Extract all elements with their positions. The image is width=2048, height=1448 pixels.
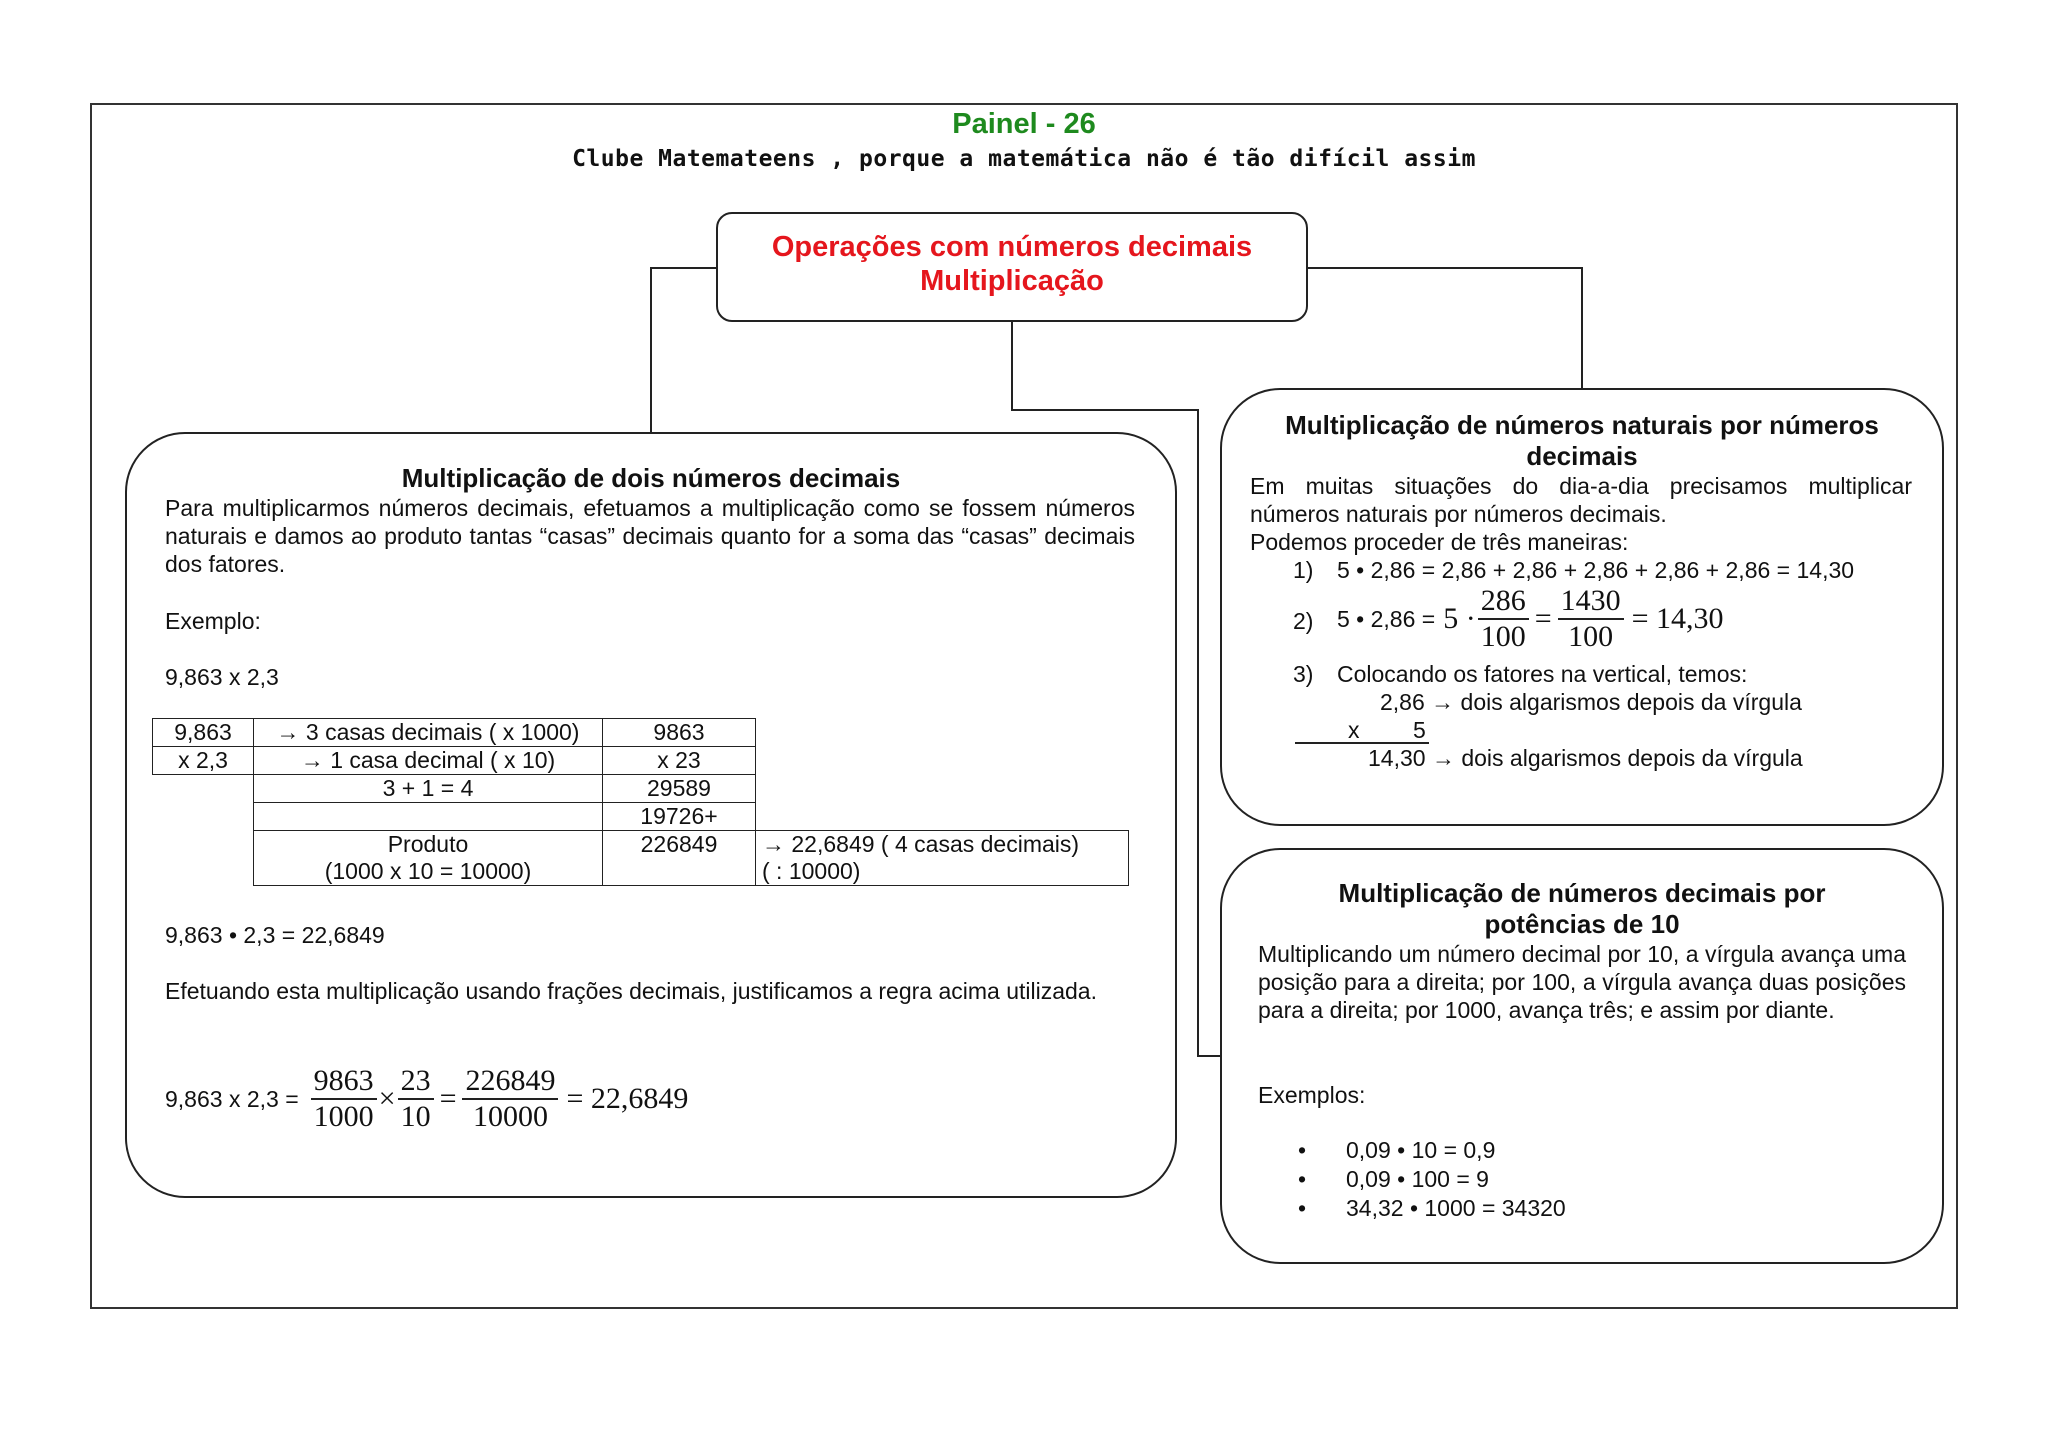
item2-factor: 5 · xyxy=(1443,602,1476,635)
item1-number: 1) xyxy=(1293,557,1314,583)
equals-sign: = xyxy=(439,1082,457,1115)
topic-line-2: Multiplicação xyxy=(920,265,1104,297)
example-label: Exemplo: xyxy=(165,608,261,634)
produto-detail: (1000 x 10 = 10000) xyxy=(324,858,532,884)
topic-box xyxy=(716,212,1308,322)
formula-lhs: 9,863 x 2,3 = xyxy=(165,1086,299,1112)
vertical-x: x xyxy=(1348,717,1360,743)
item3-number: 3) xyxy=(1293,661,1314,687)
right-bottom-title: Multiplicação de números decimais por potências de 10 xyxy=(1338,878,1826,939)
calc-table xyxy=(152,718,1129,886)
list-item: • 34,32 • 1000 = 34320 xyxy=(1298,1195,1566,1221)
table-cell: 29589 xyxy=(603,775,756,803)
list-item: • 0,09 • 100 = 9 xyxy=(1298,1166,1489,1192)
right-top-intro: Em muitas situações do dia-a-dia precisamos multiplicar números naturais por números decimais. xyxy=(1250,473,1912,527)
examples-label: Exemplos: xyxy=(1258,1082,1366,1108)
vertical-5: 5 xyxy=(1413,717,1426,743)
item2-equals: = xyxy=(1534,602,1552,635)
left-panel-title: Multiplicação de dois números decimais xyxy=(401,463,901,493)
fraction-formula xyxy=(165,1064,688,1134)
table-cell xyxy=(756,831,1129,886)
result-division: ( : 10000) xyxy=(762,858,861,884)
formula-rhs: = 22,6849 xyxy=(566,1082,689,1115)
item2-fraction-2: $\frac{1430}{100}$ xyxy=(1558,584,1624,654)
table-cell: 9,863 xyxy=(153,719,254,747)
table-cell: 9863 xyxy=(603,719,756,747)
vertical-line-1: 2,86 → dois algarismos depois da vírgula xyxy=(1380,689,1802,715)
fraction-2: $\frac{23}{10}$ xyxy=(398,1064,434,1134)
times-sign: × xyxy=(378,1082,396,1115)
item1-text: 5 • 2,86 = 2,86 + 2,86 + 2,86 + 2,86 + 2,86 = 14,30 xyxy=(1337,557,1855,583)
fraction-1: $\frac{9863}{1000}$ xyxy=(311,1064,377,1134)
vertical-line-3: 14,30 → dois algarismos depois da vírgula xyxy=(1368,745,1803,771)
table-cell: → 1 casa decimal ( x 10) xyxy=(254,747,603,775)
item2-number: 2) xyxy=(1293,608,1314,634)
example-expression: 9,863 x 2,3 xyxy=(165,664,279,690)
result-note: → 22,6849 ( 4 casas decimais) xyxy=(762,831,1080,857)
topic-line-1: Operações com números decimais xyxy=(771,231,1253,263)
left-panel-intro: Para multiplicarmos números decimais, efetuamos a multiplicação como se fossem números naturais e damos ao produto tantas “casas” decimais quanto for a soma das “casas” decimais dos fatores. xyxy=(165,495,1135,577)
table-cell: x 23 xyxy=(603,747,756,775)
item2-fraction-1: $\frac{286}{100}$ xyxy=(1478,584,1529,654)
item3-text: Colocando os fatores na vertical, temos: xyxy=(1337,661,1748,687)
justify-text: Efetuando esta multiplicação usando frações decimais, justificamos a regra acima utilizada. xyxy=(165,978,1097,1004)
examples-list xyxy=(1258,1136,1566,1223)
produto-label: Produto xyxy=(387,831,469,857)
item2-rhs: = 14,30 xyxy=(1631,602,1724,635)
right-top-title: Multiplicação de números naturais por números decimais xyxy=(1285,410,1879,471)
result-line: 9,863 • 2,3 = 22,6849 xyxy=(165,922,385,948)
fraction-3: $\frac{226849}{10000}$ xyxy=(462,1064,558,1134)
page-title: Painel - 26 xyxy=(952,108,1096,140)
item2-formula xyxy=(1337,584,1724,654)
table-cell: 3 + 1 = 4 xyxy=(254,775,603,803)
ways-label: Podemos proceder de três maneiras: xyxy=(1250,529,1629,555)
table-cell: → 3 casas decimais ( x 1000) xyxy=(254,719,603,747)
item2-lhs: 5 • 2,86 = xyxy=(1337,606,1436,632)
table-cell: 226849 xyxy=(603,831,756,886)
page-subtitle: Clube Matemateens , porque a matemática não é tão difícil assim xyxy=(572,146,1476,172)
table-cell xyxy=(254,831,603,886)
table-cell: 19726+ xyxy=(603,803,756,831)
table-cell: x 2,3 xyxy=(153,747,254,775)
right-bottom-text: Multiplicando um número decimal por 10, a vírgula avança uma posição para a direita; por 100, a vírgula avança duas posições para a direita; por 1000, avança três; e assim por diante. xyxy=(1258,941,1906,1023)
list-item: • 0,09 • 10 = 0,9 xyxy=(1298,1137,1496,1163)
